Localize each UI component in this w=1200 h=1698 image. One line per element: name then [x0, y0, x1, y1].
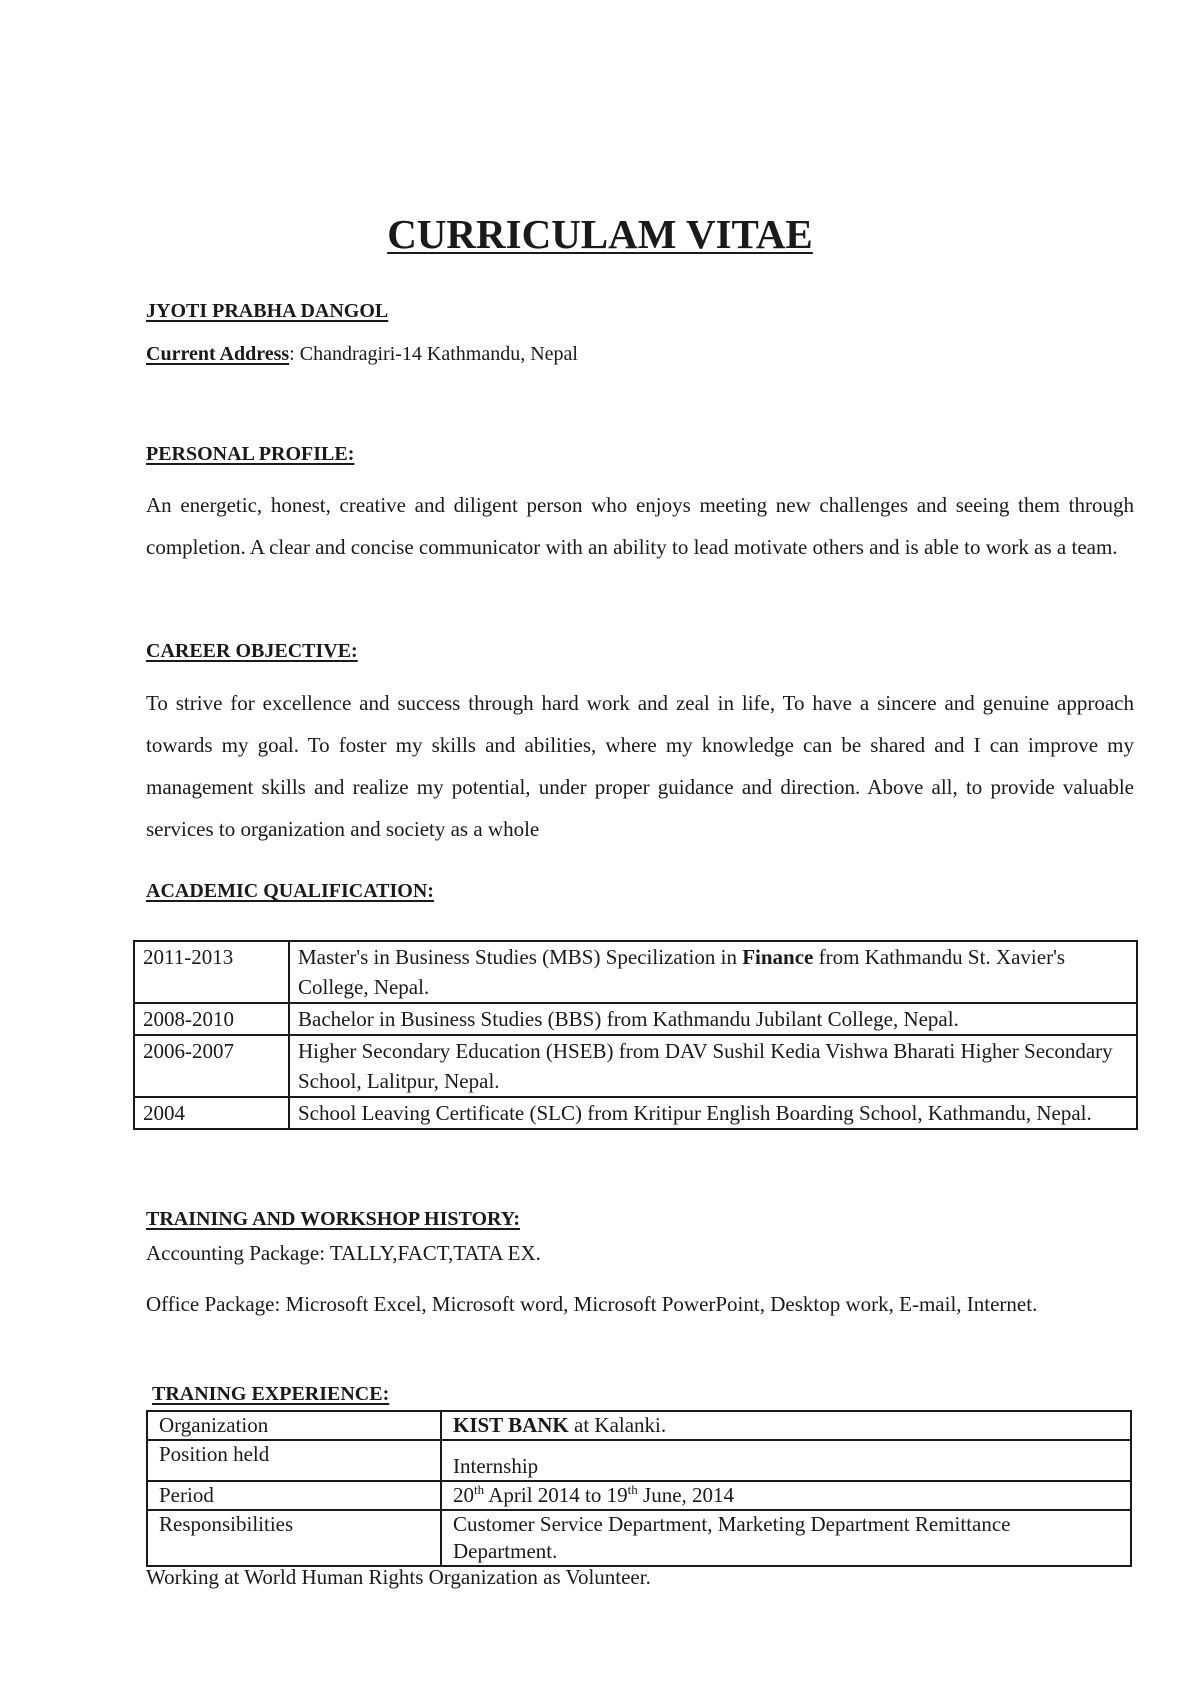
table-row: [134, 1035, 1137, 1097]
org-name: KIST BANK: [453, 1413, 569, 1437]
academic-table: [133, 940, 1138, 1130]
academic-detail: School Leaving Certificate (SLC) from Kritipur English Boarding School, Kathmandu, Nepal.: [289, 1097, 1137, 1129]
org-location: at Kalanki.: [568, 1413, 667, 1437]
profile-text: An energetic, honest, creative and diligent person who enjoys meeting new challenges and seeing them through completion. A clear and concise communicator with an ability to lead motivate others and is able to work as a team.: [146, 493, 1134, 559]
table-row: [147, 1510, 1131, 1566]
office-package: Office Package: Microsoft Excel, Microsoft word, Microsoft PowerPoint, Desktop work, E-mail, Internet.: [146, 1292, 1038, 1316]
period-mid: April 2014 to 19: [484, 1483, 628, 1507]
academic-detail: [289, 941, 1137, 1003]
current-address: Current Address: Chandragiri-14 Kathmandu, Nepal: [146, 343, 578, 365]
period-label: Period: [147, 1481, 441, 1510]
table-row: [147, 1411, 1131, 1440]
period-start-day: 20: [453, 1483, 474, 1507]
address-value: Chandragiri-14 Kathmandu, Nepal: [299, 343, 578, 365]
table-row: [134, 1097, 1137, 1129]
volunteer-line: Working at World Human Rights Organization as Volunteer.: [146, 1565, 651, 1589]
candidate-name: JYOTI PRABHA DANGOL: [146, 300, 389, 322]
accounting-package: Accounting Package: TALLY,FACT,TATA EX.: [146, 1241, 541, 1265]
table-row: [134, 941, 1137, 1003]
address-label: Current Address: [146, 343, 290, 365]
academic-year: 2004: [134, 1097, 289, 1129]
detail-text-rest: from Kathmandu St. Xavier's College, Nepal.: [298, 945, 1066, 999]
org-value: [441, 1411, 1131, 1440]
experience-heading: TRANING EXPERIENCE:: [152, 1383, 390, 1405]
detail-bold: Finance: [742, 945, 814, 969]
period-sup: th: [474, 1482, 485, 1497]
period-value: [441, 1481, 1131, 1510]
academic-detail: Bachelor in Business Studies (BBS) from Kathmandu Jubilant College, Nepal.: [289, 1003, 1137, 1035]
period-end: June, 2014: [637, 1483, 735, 1507]
academic-year: 2006-2007: [134, 1035, 289, 1097]
academic-year: 2008-2010: [134, 1003, 289, 1035]
profile-heading: PERSONAL PROFILE:: [146, 443, 355, 465]
position-value: Internship: [441, 1440, 1131, 1481]
academic-year: 2011-2013: [134, 941, 289, 1003]
table-row: [134, 1003, 1137, 1035]
objective-heading: CAREER OBJECTIVE:: [146, 640, 358, 662]
position-label: Position held: [147, 1440, 441, 1481]
resp-value: Customer Service Department, Marketing Department Remittance Department.: [441, 1510, 1131, 1566]
period-sup: th: [627, 1482, 638, 1497]
academic-detail: Higher Secondary Education (HSEB) from DAV Sushil Kedia Vishwa Bharati Higher Secondary School, Lalitpur, Nepal.: [289, 1035, 1137, 1097]
experience-table: [146, 1410, 1132, 1567]
resp-label: Responsibilities: [147, 1510, 441, 1566]
org-label: Organization: [147, 1411, 441, 1440]
objective-text: To strive for excellence and success through hard work and zeal in life, To have a sincere and genuine approach towards my goal. To foster my skills and abilities, where my knowledge can be shared and I can improve my management skills and realize my potential, under proper guidance and direction. Above all, to provide valuable services to organization and society as a whole: [146, 691, 1134, 841]
academic-heading: ACADEMIC QUALIFICATION:: [146, 880, 434, 902]
training-heading: TRAINING AND WORKSHOP HISTORY:: [146, 1208, 521, 1230]
document-title: CURRICULAM VITAE: [387, 211, 813, 257]
detail-text: Master's in Business Studies (MBS) Specilization in: [298, 945, 743, 969]
table-row: [147, 1440, 1131, 1481]
table-row: [147, 1481, 1131, 1510]
